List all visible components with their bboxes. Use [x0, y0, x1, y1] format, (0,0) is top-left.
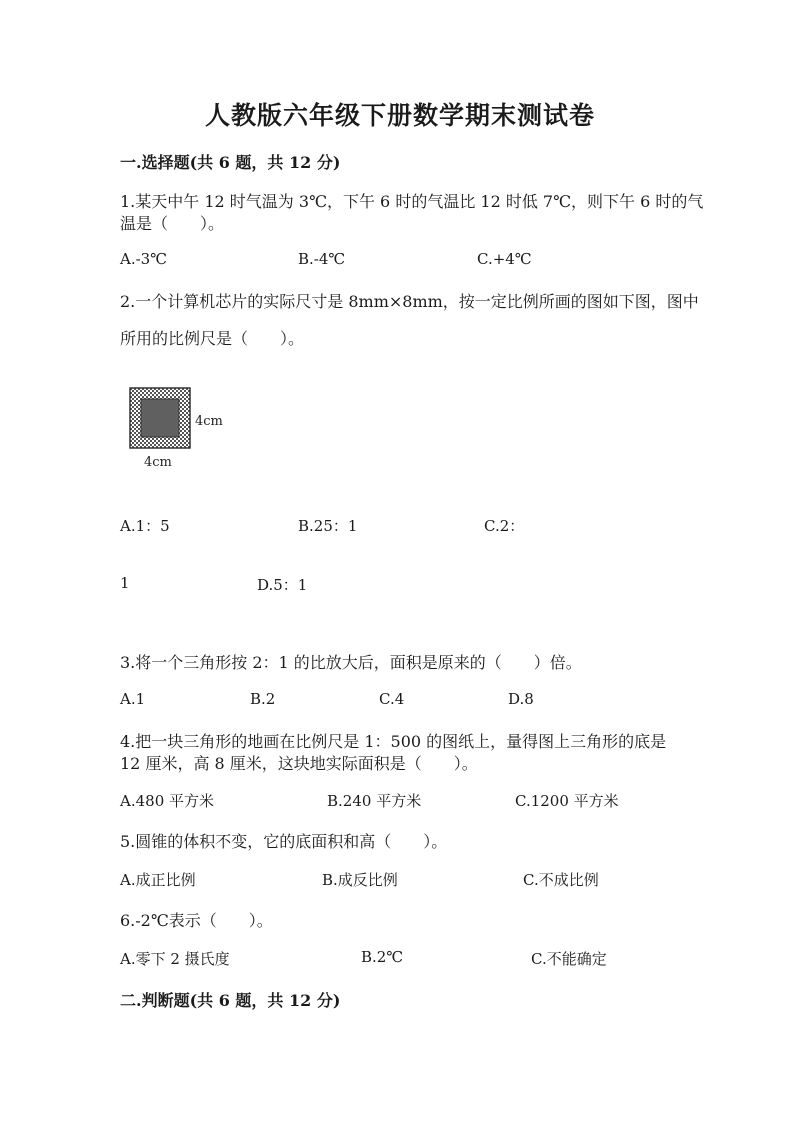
chip-inner-square	[141, 399, 179, 437]
question-4-option-c: C.1200 平方米	[515, 792, 619, 810]
page-title: 人教版六年级下册数学期末测试卷	[204, 101, 595, 130]
question-2-option-d: D.5：1	[257, 576, 308, 594]
question-3-option-c: C.4	[379, 690, 405, 708]
figure-bottom-label: 4cm	[144, 455, 172, 470]
section-heading-judgement: 二.判断题(共 6 题，共 12 分)	[120, 991, 341, 1010]
question-4-option-b: B.240 平方米	[327, 792, 422, 810]
question-1-option-c: C.+4℃	[477, 250, 532, 268]
question-4-option-a: A.480 平方米	[120, 792, 214, 810]
question-1-text-line2: 温是（ ）。	[120, 214, 225, 233]
question-2-text-line1: 2.一个计算机芯片的实际尺寸是 8mm×8mm，按一定比例所画的图如下图，图中	[120, 292, 699, 311]
question-1-option-a: A.-3℃	[120, 250, 167, 268]
chip-drawing	[128, 386, 248, 471]
question-5-text: 5.圆锥的体积不变，它的底面积和高（ ）。	[120, 832, 448, 851]
question-2-option-a: A.1：5	[120, 517, 170, 535]
question-4-text-line1: 4.把一块三角形的地画在比例尺是 1：500 的图纸上，量得图上三角形的底是	[120, 732, 667, 751]
question-5-option-b: B.成反比例	[322, 871, 398, 889]
question-6-option-c: C.不能确定	[531, 950, 607, 968]
question-6-text: 6.-2℃表示（ ）。	[120, 911, 273, 930]
figure-side-label: 4cm	[195, 414, 223, 429]
question-1-text-line1: 1.某天中午 12 时气温为 3℃，下午 6 时的气温比 12 时低 7℃，则下午 6 时的气	[120, 192, 704, 211]
question-6-option-b: B.2℃	[361, 948, 404, 966]
question-3-option-a: A.1	[120, 690, 146, 708]
question-6-option-a: A.零下 2 摄氏度	[120, 950, 230, 968]
question-2-option-c-continued: 1	[120, 574, 130, 592]
question-5-option-a: A.成正比例	[120, 871, 196, 889]
question-2-text-line2: 所用的比例尺是（ ）。	[120, 329, 305, 348]
question-3-option-b: B.2	[250, 690, 276, 708]
question-1-option-b: B.-4℃	[298, 250, 346, 268]
question-3-option-d: D.8	[508, 690, 534, 708]
section-heading-choice: 一.选择题(共 6 题，共 12 分)	[120, 153, 341, 172]
question-2-option-b: B.25：1	[298, 517, 358, 535]
question-5-option-c: C.不成比例	[523, 871, 599, 889]
question-4-text-line2: 12 厘米，高 8 厘米，这块地实际面积是（ ）。	[120, 754, 478, 773]
question-2-option-c: C.2：	[484, 517, 525, 535]
question-3-text: 3.将一个三角形按 2：1 的比放大后，面积是原来的（ ）倍。	[120, 653, 582, 672]
chip-scale-figure	[128, 386, 248, 471]
